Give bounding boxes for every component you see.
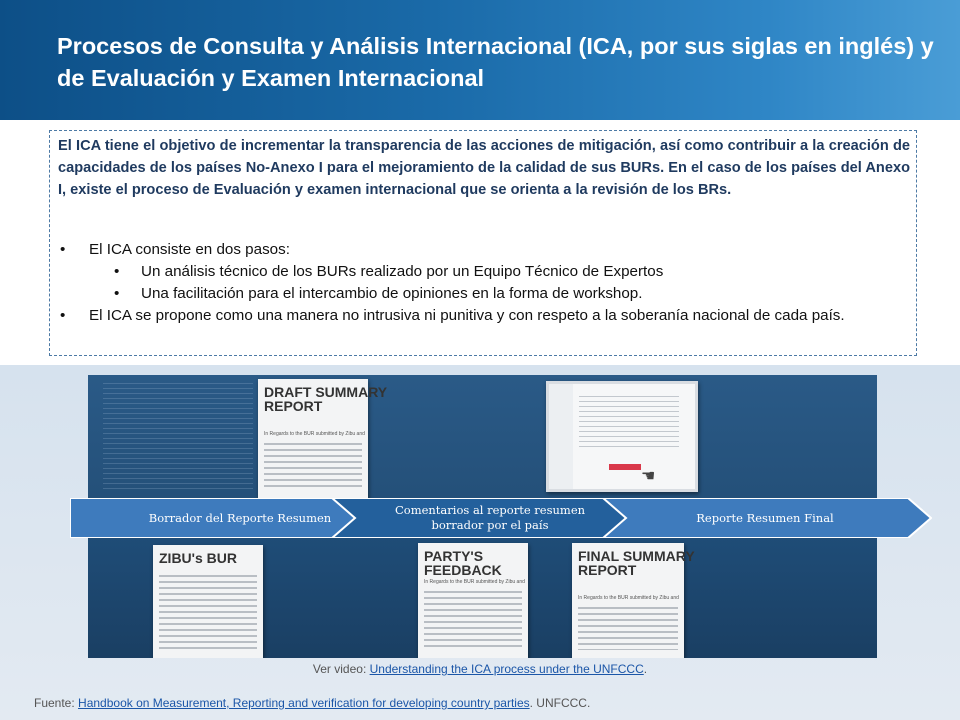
source-suffix: . UNFCCC. [529, 696, 591, 710]
bullet-icon: • [60, 307, 66, 324]
doc-title: FINAL SUMMARY REPORT [578, 548, 695, 578]
sub-bullet-item [89, 261, 910, 283]
video-bottom-panel [88, 533, 877, 658]
bullet-text: El ICA consiste en dos pasos: [89, 241, 290, 258]
doc-title: DRAFT SUMMARY REPORT [264, 384, 387, 414]
step-label-2: Comentarios al reporte resumen borrador por el país [394, 503, 586, 532]
publish-button-graphic [609, 464, 641, 470]
doc-title: PARTY'S FEEDBACK [424, 548, 502, 578]
screen-text-lines [579, 396, 679, 451]
sub-bullet-text: Una facilitación para el intercambio de opiniones en la forma de workshop. [141, 285, 643, 302]
doc-title: ZIBU's BUR [159, 550, 237, 566]
caption-suffix: . [643, 662, 648, 676]
draft-summary-report-doc [258, 379, 387, 499]
intro-lead-text: El ICA tiene el objetivo de incrementar la transparencia de las acciones de mitigación, así como contribuir a la creación de capacidades de los países No-Anexo I para el mejoramiento de la calidad de sus BURs. En el caso de los países del Anexo I, existe el proceso de Evaluación y examen internacional que se orienta a la revisión de los BRs. [58, 138, 910, 198]
sub-bullet-item [89, 283, 910, 305]
bullet-item [58, 305, 910, 327]
slide-title: Procesos de Consulta y Análisis Internacional (ICA, por sus siglas en inglés) y de Evaluación y Examen Internacional [57, 33, 934, 91]
screen-sidebar [549, 384, 573, 489]
faded-text-background [103, 383, 253, 493]
handbook-link[interactable]: Handbook on Measurement, Reporting and verification for developing country parties [78, 696, 530, 710]
doc-text-lines [424, 591, 522, 650]
report-screen-mockup [546, 381, 698, 492]
bullet-item [58, 239, 910, 305]
final-summary-report-doc [572, 543, 695, 658]
zibu-bur-doc [153, 545, 263, 658]
bullet-icon: • [60, 241, 66, 258]
bullet-icon: • [114, 263, 120, 280]
source-citation [34, 696, 590, 710]
doc-text-lines [264, 443, 362, 491]
intro-textbox [49, 130, 917, 356]
video-link[interactable]: Understanding the ICA process under the UNFCCC [369, 662, 644, 676]
video-caption [0, 662, 960, 676]
source-prefix: Fuente: [34, 696, 79, 710]
step-label-3: Reporte Resumen Final [696, 511, 834, 525]
slide-header [0, 0, 960, 120]
video-top-panel [88, 375, 877, 500]
sub-bullet-list [89, 261, 910, 305]
doc-subtitle: In Regards to the BUR submitted by Zibu and [264, 431, 365, 437]
bullet-icon: • [114, 285, 120, 302]
party-feedback-doc [418, 543, 528, 658]
doc-text-lines [159, 575, 257, 650]
caption-prefix: Ver video: [312, 662, 370, 676]
intro-bullet-list [58, 239, 910, 327]
doc-text-lines [578, 607, 678, 650]
sub-bullet-text: Un análisis técnico de los BURs realizado por un Equipo Técnico de Expertos [141, 263, 664, 280]
step-label-1: Borrador del Reporte Resumen [148, 511, 332, 525]
bullet-text: El ICA se propone como una manera no intrusiva ni punitiva y con respeto a la soberanía nacional de cada país. [89, 307, 845, 324]
hand-cursor-icon: ☚ [641, 468, 656, 485]
doc-subtitle: In Regards to the BUR submitted by Zibu and [424, 579, 525, 585]
doc-subtitle: In Regards to the BUR submitted by Zibu and [578, 595, 679, 601]
